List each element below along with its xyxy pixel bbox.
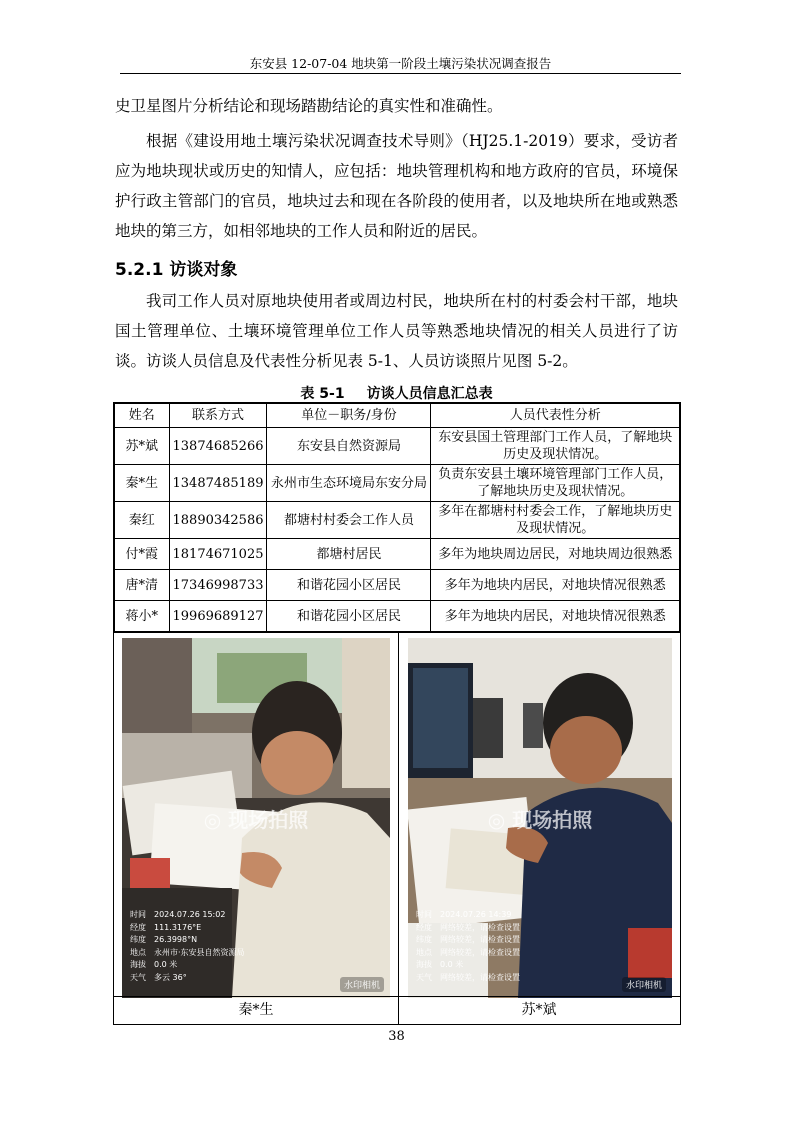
interview-photo-right	[408, 638, 672, 998]
cell-analysis: 东安县国土管理部门工作人员，了解地块历史及现状情况。	[431, 428, 680, 465]
stamp-value: 永州市·东安县自然资源局	[154, 947, 245, 957]
cell-phone: 13874685266	[169, 428, 267, 465]
stamp-row	[130, 972, 245, 985]
photo-stamp-left	[130, 909, 245, 984]
stamp-row	[130, 947, 245, 960]
table-row	[114, 539, 680, 570]
table-row	[114, 502, 680, 539]
header-contact: 联系方式	[169, 403, 267, 428]
photo-caption-row	[114, 996, 680, 1024]
cell-name: 蒋小*	[114, 601, 169, 633]
stamp-value: 26.3998°N	[154, 935, 198, 944]
photo-figure	[113, 631, 681, 1025]
stamp-row	[416, 922, 520, 935]
cell-phone: 18890342586	[169, 502, 267, 539]
cell-name: 秦红	[114, 502, 169, 539]
table-caption-title: 访谈人员信息汇总表	[366, 386, 493, 402]
stamp-value: 网络较差，请检查设置	[440, 922, 520, 932]
stamp-label: 天气	[130, 972, 146, 982]
stamp-label: 海拔	[416, 960, 432, 969]
paragraph-3-text: 我司工作人员对原地块使用者或周边村民，地块所在村的村委会村干部，地块国土管理单位、土壤环境管理单位工作人员等熟悉地块情况的相关人员进行了访谈。访谈人员信息及代表性分析见表 5-1、人员访谈照片见图 5-2。	[115, 292, 678, 370]
paragraph-1-text: 史卫星图片分析结论和现场踏勘结论的真实性和准确性。	[115, 97, 503, 115]
stamp-label: 天气	[416, 972, 432, 982]
stamp-label: 纬度	[416, 935, 432, 944]
section-heading: 5.2.1 访谈对象	[115, 260, 238, 280]
photo-cell-left	[114, 632, 399, 997]
cell-phone: 13487485189	[169, 465, 267, 502]
photo-watermark-right: ◎ 现场拍照	[487, 807, 593, 832]
stamp-label: 地点	[130, 947, 146, 957]
table-row	[114, 601, 680, 633]
stamp-row	[130, 909, 245, 922]
cell-phone: 18174671025	[169, 539, 267, 570]
cell-name: 秦*生	[114, 465, 169, 502]
stamp-label: 经度	[130, 922, 146, 932]
stamp-row	[416, 934, 520, 947]
stamp-row	[416, 947, 520, 960]
cell-unit: 东安县自然资源局	[267, 428, 431, 465]
cell-name: 苏*斌	[114, 428, 169, 465]
header-rule	[120, 73, 681, 74]
header-unit-role: 单位－职务/身份	[267, 403, 431, 428]
stamp-label: 时间	[130, 910, 146, 919]
header-name: 姓名	[114, 403, 169, 428]
stamp-value: 0.0 米	[154, 960, 178, 969]
cell-analysis: 多年在都塘村村委会工作，了解地块历史及现状情况。	[431, 502, 680, 539]
cell-phone: 17346998733	[169, 570, 267, 601]
stamp-value: 0.0 米	[440, 960, 464, 969]
photo-cell-right	[398, 632, 680, 997]
cell-unit: 和谐花园小区居民	[267, 601, 431, 633]
cell-name: 付*霞	[114, 539, 169, 570]
cell-analysis: 负责东安县土壤环境管理部门工作人员，了解地块历史及现状情况。	[431, 465, 680, 502]
table-header-row	[114, 403, 680, 428]
stamp-row	[416, 972, 520, 985]
cell-unit: 都塘村村委会工作人员	[267, 502, 431, 539]
stamp-value: 2024.07.26 14:39	[440, 910, 512, 919]
table-caption-number: 表 5-1	[300, 386, 345, 402]
stamp-label: 经度	[416, 922, 432, 932]
page-number: 38	[388, 1029, 405, 1044]
stamp-value: 111.3176°E	[154, 922, 202, 932]
cell-unit: 和谐花园小区居民	[267, 570, 431, 601]
stamp-row	[130, 934, 245, 947]
table-caption	[0, 383, 793, 403]
stamp-row	[416, 909, 520, 922]
paragraph-1	[115, 91, 678, 121]
camera-app-label-right: 水印相机	[622, 977, 666, 992]
cell-phone: 19969689127	[169, 601, 267, 633]
stamp-value: 2024.07.26 15:02	[154, 910, 226, 919]
stamp-row	[130, 922, 245, 935]
header-analysis: 人员代表性分析	[431, 403, 680, 428]
cell-analysis: 多年为地块内居民，对地块情况很熟悉	[431, 601, 680, 633]
photo-caption-left: 秦*生	[114, 997, 399, 1024]
cell-analysis: 多年为地块内居民，对地块情况很熟悉	[431, 570, 680, 601]
table-row	[114, 465, 680, 502]
stamp-label: 纬度	[130, 935, 146, 944]
cell-analysis: 多年为地块周边居民，对地块周边很熟悉	[431, 539, 680, 570]
paragraph-2-text: 根据《建设用地土壤污染状况调查技术导则》（HJ25.1-2019）要求，受访者应为地块现状或历史的知情人，应包括：地块管理机构和地方政府的官员，环境保护行政主管部门的官员，地块过去和现在各阶段的使用者，以及地块所在地或熟悉地块的第三方，如相邻地块的工作人员和附近的居民。	[115, 132, 678, 240]
camera-app-label-left: 水印相机	[340, 977, 384, 992]
stamp-value: 多云 36°	[154, 972, 187, 982]
stamp-label: 海拔	[130, 960, 146, 969]
paragraph-2	[115, 126, 678, 246]
table-row	[114, 428, 680, 465]
interview-photo-left	[122, 638, 390, 998]
cell-name: 唐*清	[114, 570, 169, 601]
stamp-value: 网络较差，请检查设置	[440, 972, 520, 982]
paragraph-3	[115, 286, 678, 376]
stamp-value: 网络较差，请检查设置	[440, 947, 520, 957]
cell-unit: 永州市生态环境局东安分局	[267, 465, 431, 502]
stamp-row	[130, 959, 245, 972]
cell-unit: 都塘村居民	[267, 539, 431, 570]
stamp-label: 地点	[416, 947, 432, 957]
stamp-row	[416, 959, 520, 972]
running-header: 东安县 12-07-04 地块第一阶段土壤污染状况调查报告	[249, 56, 552, 71]
photo-stamp-right	[416, 909, 520, 984]
photo-caption-right: 苏*斌	[521, 1002, 557, 1018]
stamp-value: 网络较差，请检查设置	[440, 935, 520, 944]
interviewee-table	[113, 402, 681, 633]
stamp-label: 时间	[416, 910, 432, 919]
table-row	[114, 570, 680, 601]
photo-watermark-left: ◎ 现场拍照	[203, 807, 309, 832]
